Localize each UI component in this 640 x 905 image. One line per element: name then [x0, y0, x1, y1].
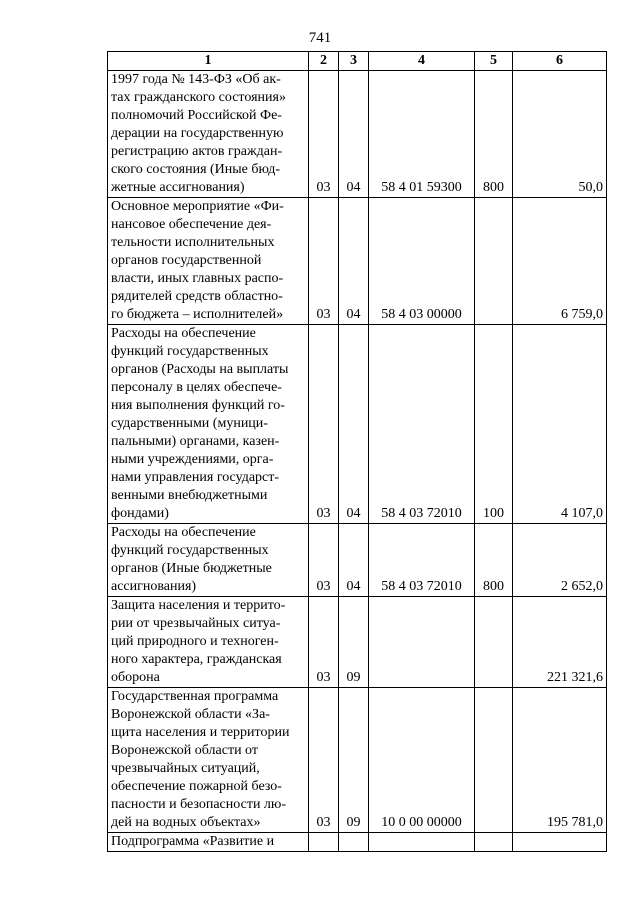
row-description	[108, 833, 309, 852]
row-description	[108, 198, 309, 325]
section-code: 03	[309, 325, 339, 524]
row-description	[108, 524, 309, 597]
description-line: ния выполнения функций го-	[111, 398, 285, 413]
row-description	[108, 688, 309, 833]
target-article-code: 10 0 00 00000	[369, 688, 475, 833]
subsection-code: 09	[339, 597, 369, 688]
table-row	[108, 524, 607, 597]
expense-type-code: 100	[475, 325, 513, 524]
description-line: Расходы на обеспечение	[111, 525, 256, 540]
description-line: органов (Расходы на выплаты	[111, 362, 289, 377]
description-line: ного характера, гражданская	[111, 652, 282, 667]
row-description	[108, 325, 309, 524]
subsection-code: 04	[339, 325, 369, 524]
amount-value: 2 652,0	[513, 524, 607, 597]
amount-value: 4 107,0	[513, 325, 607, 524]
description-line: дерации на государственную	[111, 126, 284, 141]
description-line: тельности исполнительных	[111, 235, 275, 250]
amount-value: 221 321,6	[513, 597, 607, 688]
description-line: полномочий Российской Фе-	[111, 108, 282, 123]
budget-table	[107, 51, 607, 852]
description-line: нансовое обеспечение дея-	[111, 217, 272, 232]
section-code	[309, 833, 339, 852]
description-line: Воронежской области от	[111, 743, 258, 758]
expense-type-code	[475, 597, 513, 688]
header-col-6: 6	[513, 52, 607, 71]
amount-value	[513, 833, 607, 852]
description-line: чрезвычайных ситуаций,	[111, 761, 260, 776]
target-article-code: 58 4 03 72010	[369, 524, 475, 597]
description-line: нами управления государст-	[111, 470, 280, 485]
subsection-code: 09	[339, 688, 369, 833]
expense-type-code: 800	[475, 524, 513, 597]
subsection-code: 04	[339, 71, 369, 198]
description-line: пальными) органами, казен-	[111, 434, 280, 449]
table-body	[108, 71, 607, 852]
description-line: жетные ассигнования)	[111, 180, 245, 195]
description-line: 1997 года № 143-ФЗ «Об ак-	[111, 72, 281, 87]
section-code: 03	[309, 198, 339, 325]
row-description	[108, 597, 309, 688]
description-line: ными учреждениями, орга-	[111, 452, 274, 467]
description-line: органов государственной	[111, 253, 262, 268]
description-line: сударственными (муници-	[111, 416, 268, 431]
expense-type-code: 800	[475, 71, 513, 198]
description-line: пасности и безопасности лю-	[111, 797, 287, 812]
header-col-4: 4	[369, 52, 475, 71]
description-line: дей на водных объектах»	[111, 815, 261, 830]
description-line: го бюджета – исполнителей»	[111, 307, 284, 322]
description-line: персоналу в целях обеспече-	[111, 380, 282, 395]
description-line: тах гражданского состояния»	[111, 90, 286, 105]
description-line: щита населения и территории	[111, 725, 290, 740]
section-code: 03	[309, 71, 339, 198]
expense-type-code	[475, 198, 513, 325]
section-code: 03	[309, 597, 339, 688]
section-code: 03	[309, 524, 339, 597]
row-description	[108, 71, 309, 198]
header-col-3: 3	[339, 52, 369, 71]
table-row	[108, 325, 607, 524]
description-line: власти, иных главных распо-	[111, 271, 284, 286]
description-line: Воронежской области «За-	[111, 707, 270, 722]
page-number: 741	[308, 30, 332, 46]
table-row	[108, 833, 607, 852]
subsection-code: 04	[339, 524, 369, 597]
description-line: ций природного и техноген-	[111, 634, 279, 649]
description-line: Подпрограмма «Развитие и	[111, 834, 275, 849]
description-line: органов (Иные бюджетные	[111, 561, 272, 576]
table-row	[108, 198, 607, 325]
table-row	[108, 688, 607, 833]
description-line: Защита населения и террито-	[111, 598, 286, 613]
description-line: функций государственных	[111, 344, 269, 359]
expense-type-code	[475, 833, 513, 852]
description-line: Основное мероприятие «Фи-	[111, 199, 284, 214]
target-article-code	[369, 597, 475, 688]
description-line: Государственная программа	[111, 689, 279, 704]
description-line: оборона	[111, 670, 160, 685]
amount-value: 6 759,0	[513, 198, 607, 325]
header-col-1: 1	[108, 52, 309, 71]
description-line: функций государственных	[111, 543, 269, 558]
target-article-code: 58 4 03 00000	[369, 198, 475, 325]
description-line: рядителей средств областно-	[111, 289, 283, 304]
table-header-row	[108, 52, 607, 71]
subsection-code	[339, 833, 369, 852]
description-line: обеспечение пожарной безо-	[111, 779, 282, 794]
description-line: ского состояния (Иные бюд-	[111, 162, 281, 177]
expense-type-code	[475, 688, 513, 833]
amount-value: 195 781,0	[513, 688, 607, 833]
description-line: ассигнования)	[111, 579, 197, 594]
target-article-code	[369, 833, 475, 852]
header-col-2: 2	[309, 52, 339, 71]
description-line: фондами)	[111, 506, 169, 521]
description-line: регистрацию актов граждан-	[111, 144, 283, 159]
description-line: венными внебюджетными	[111, 488, 268, 503]
target-article-code: 58 4 01 59300	[369, 71, 475, 198]
section-code: 03	[309, 688, 339, 833]
subsection-code: 04	[339, 198, 369, 325]
target-article-code: 58 4 03 72010	[369, 325, 475, 524]
description-line: Расходы на обеспечение	[111, 326, 256, 341]
header-col-5: 5	[475, 52, 513, 71]
description-line: рии от чрезвычайных ситуа-	[111, 616, 281, 631]
table-row	[108, 597, 607, 688]
table-row	[108, 71, 607, 198]
amount-value: 50,0	[513, 71, 607, 198]
